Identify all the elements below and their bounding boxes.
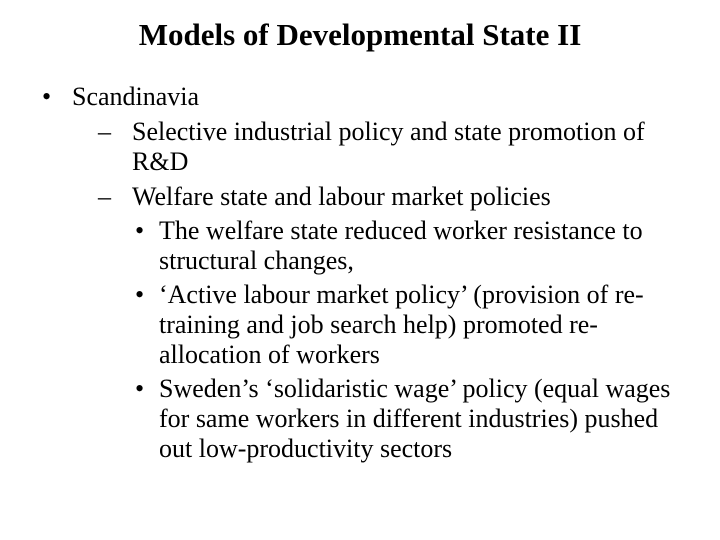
bullet-marker: • [42,82,52,111]
sub-item-industrial-policy [98,117,682,177]
bullet-item-scandinavia [42,82,682,112]
sub-sub-item-text: Sweden’s ‘solidaristic wage’ policy (equal wages for same workers in different industries) pushed out low-productivity sectors [159,374,671,463]
sub-sub-item-worker-resistance [135,216,682,276]
dash-marker: – [98,182,111,211]
bullet-marker: • [135,216,145,245]
dash-marker: – [98,117,111,146]
sub-item-welfare-state [98,182,682,212]
sub-sub-item-solidaristic-wage [135,374,682,464]
bullet-text: Scandinavia [72,82,200,111]
sub-item-text: Welfare state and labour market policies [132,182,551,211]
slide-content [42,82,682,464]
sub-sub-item-active-labour-policy [135,280,682,370]
sub-sub-item-text: ‘Active labour market policy’ (provision of re-training and job search help) promoted re-allocation of workers [159,280,644,369]
sub-item-text: Selective industrial policy and state promotion of R&D [132,117,645,176]
sub-sub-item-text: The welfare state reduced worker resistance to structural changes, [159,216,643,275]
slide-title: Models of Developmental State II [138,17,582,52]
bullet-marker: • [135,280,145,309]
bullet-marker: • [135,374,145,403]
